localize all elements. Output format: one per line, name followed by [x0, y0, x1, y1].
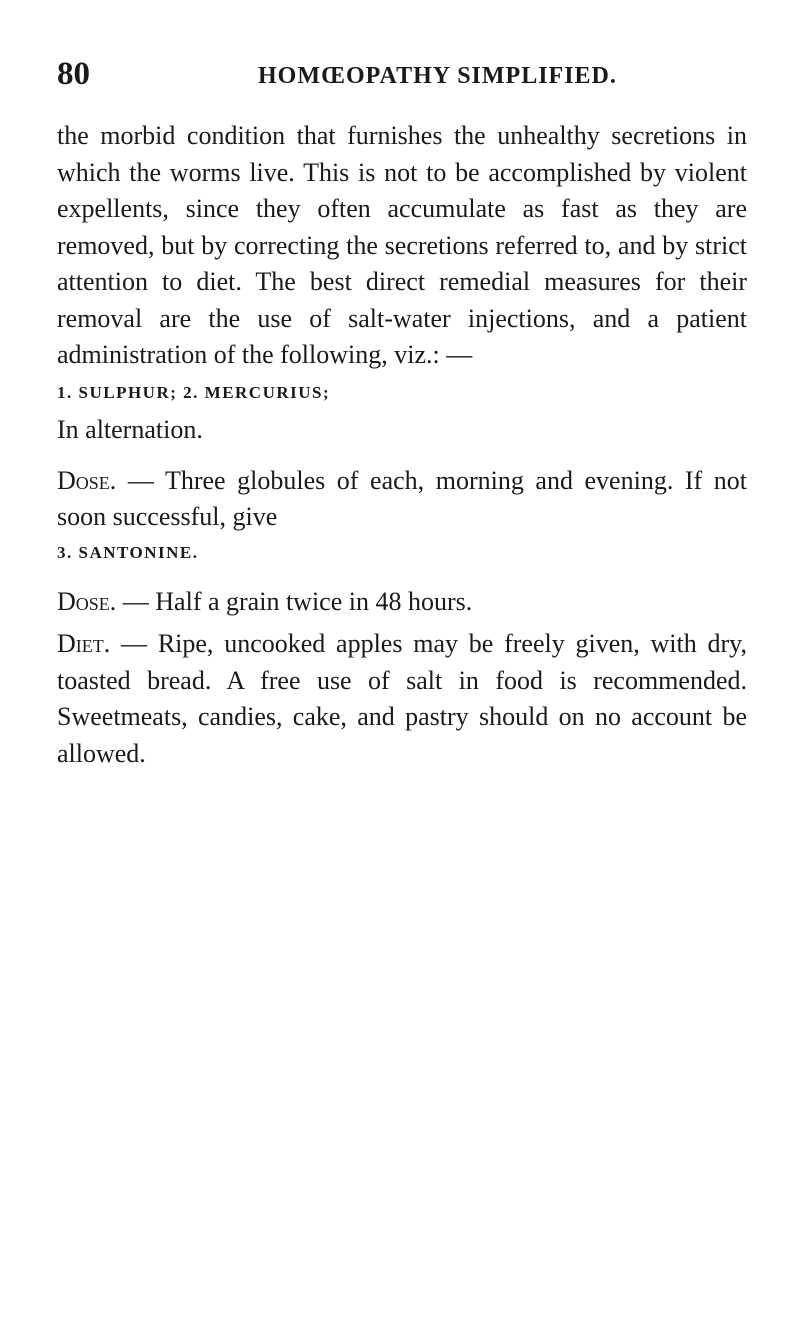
dose-paragraph-1	[57, 463, 747, 536]
diet-text: — Ripe, uncooked apples may be freely given, with dry, toasted bread. A free use of salt in food is recommended. Sweetmeats, candies, cake, and pastry should on no account be allowed.	[57, 629, 747, 768]
intro-paragraph: the morbid condition that furnishes the unhealthy secretions in which the worms live. This is not to be accomplished by violent expellents, since they often accumulate as fast as they are removed, but by correcting the secretions referred to, and by strict attention to diet. The best direct remedial measures for their removal are the use of salt-water injections, and a patient administration of the following, viz.: —	[57, 121, 747, 369]
remedy-3-line: 3. SANTONINE.	[57, 542, 199, 562]
spacer	[57, 449, 747, 463]
running-title: HOMŒOPATHY SIMPLIFIED.	[258, 63, 617, 89]
remedies-line-1: 1. SULPHUR; 2. MERCURIUS;	[57, 382, 331, 402]
diet-label: Diet.	[57, 629, 111, 658]
dose-label-2: Dose.	[57, 586, 117, 616]
spacer	[57, 570, 747, 584]
dose-paragraph-2	[57, 584, 747, 621]
dose-text-1: — Three globules of each, morning and evening. If not soon successful, give	[57, 465, 747, 531]
page-header	[0, 56, 800, 92]
alternation-note: In alternation.	[57, 414, 203, 444]
dose-label-1: Dose.	[57, 465, 117, 495]
diet-paragraph	[57, 626, 747, 772]
page-number: 80	[57, 56, 90, 92]
page-body	[57, 118, 747, 772]
dose-text-2: — Half a grain twice in 48 hours.	[116, 586, 473, 616]
